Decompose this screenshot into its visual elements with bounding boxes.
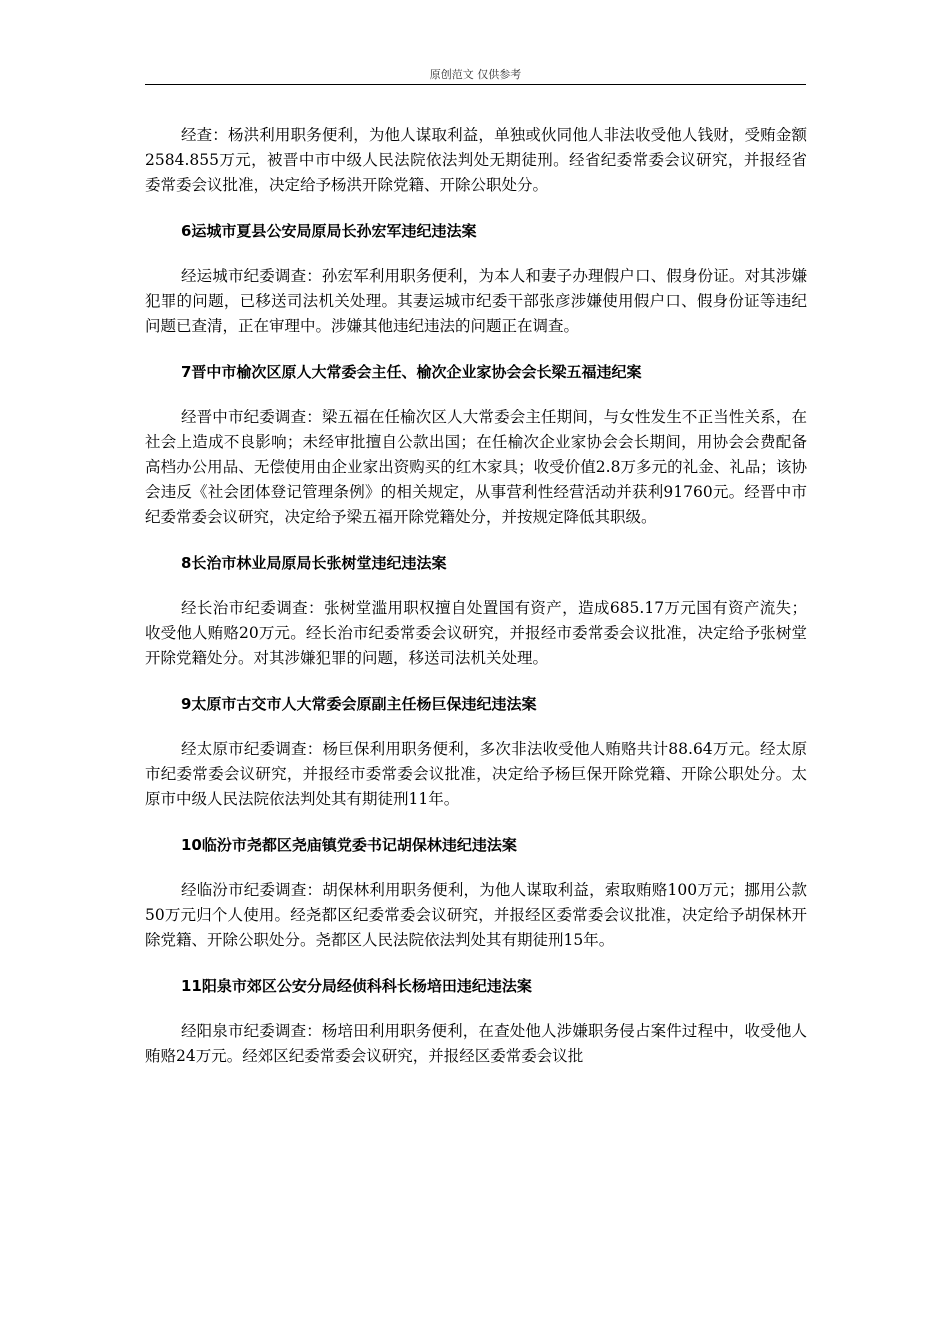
header-text: 原创范文 仅供参考: [429, 68, 522, 81]
document-body: [145, 123, 807, 1069]
page-header: [145, 68, 806, 85]
paragraph: 经临汾市纪委调查：胡保林利用职务便利，为他人谋取利益，索取贿赂100万元；挪用公款50万元归个人使用。经尧都区纪委常委会议研究，并报经区委常委会议批准，决定给予胡保林开除党籍、开除公职处分。尧都区人民法院依法判处其有期徒刑15年。: [145, 881, 807, 949]
section-heading: 10临汾市尧都区尧庙镇党委书记胡保林违纪违法案: [181, 836, 517, 854]
paragraph: 经晋中市纪委调查：梁五福在任榆次区人大常委会主任期间，与女性发生不正当性关系，在社会上造成不良影响；未经审批擅自公款出国；在任榆次企业家协会会长期间，用协会会费配备高档办公用品、无偿使用由企业家出资购买的红木家具；收受价值2.8万多元的礼金、礼品；该协会违反《社会团体登记管理条例》的相关规定，从事营利性经营活动并获利91760元。经晋中市纪委常委会议研究，决定给予梁五福开除党籍处分，并按规定降低其职级。: [145, 408, 807, 526]
paragraph: 经阳泉市纪委调查：杨培田利用职务便利，在查处他人涉嫌职务侵占案件过程中，收受他人贿赂24万元。经郊区纪委常委会议研究，并报经区委常委会议批: [145, 1022, 807, 1065]
section-heading: 9太原市古交市人大常委会原副主任杨巨保违纪违法案: [181, 695, 537, 713]
section-heading: 6运城市夏县公安局原局长孙宏军违纪违法案: [181, 222, 477, 240]
section-heading: 8长治市林业局原局长张树堂违纪违法案: [181, 554, 447, 572]
section-heading: 7晋中市榆次区原人大常委会主任、榆次企业家协会会长梁五福违纪案: [181, 363, 642, 381]
paragraph: 经长治市纪委调查：张树堂滥用职权擅自处置国有资产，造成685.17万元国有资产流失；收受他人贿赂20万元。经长治市纪委常委会议研究，并报经市委常委会议批准，决定给予张树堂开除党籍处分。对其涉嫌犯罪的问题，移送司法机关处理。: [145, 599, 807, 667]
paragraph: 经查：杨洪利用职务便利，为他人谋取利益，单独或伙同他人非法收受他人钱财，受贿金额2584.855万元，被晋中市中级人民法院依法判处无期徒刑。经省纪委常委会议研究，并报经省委常委会议批准，决定给予杨洪开除党籍、开除公职处分。: [145, 126, 807, 194]
section-heading: 11阳泉市郊区公安分局经侦科科长杨培田违纪违法案: [181, 977, 532, 995]
paragraph: 经运城市纪委调查：孙宏军利用职务便利，为本人和妻子办理假户口、假身份证。对其涉嫌犯罪的问题，已移送司法机关处理。其妻运城市纪委干部张彦涉嫌使用假户口、假身份证等违纪问题已查清，正在审理中。涉嫌其他违纪违法的问题正在调查。: [145, 267, 807, 335]
paragraph: 经太原市纪委调查：杨巨保利用职务便利，多次非法收受他人贿赂共计88.64万元。经太原市纪委常委会议研究，并报经市委常委会议批准，决定给予杨巨保开除党籍、开除公职处分。太原市中级人民法院依法判处其有期徒刑11年。: [145, 740, 807, 808]
